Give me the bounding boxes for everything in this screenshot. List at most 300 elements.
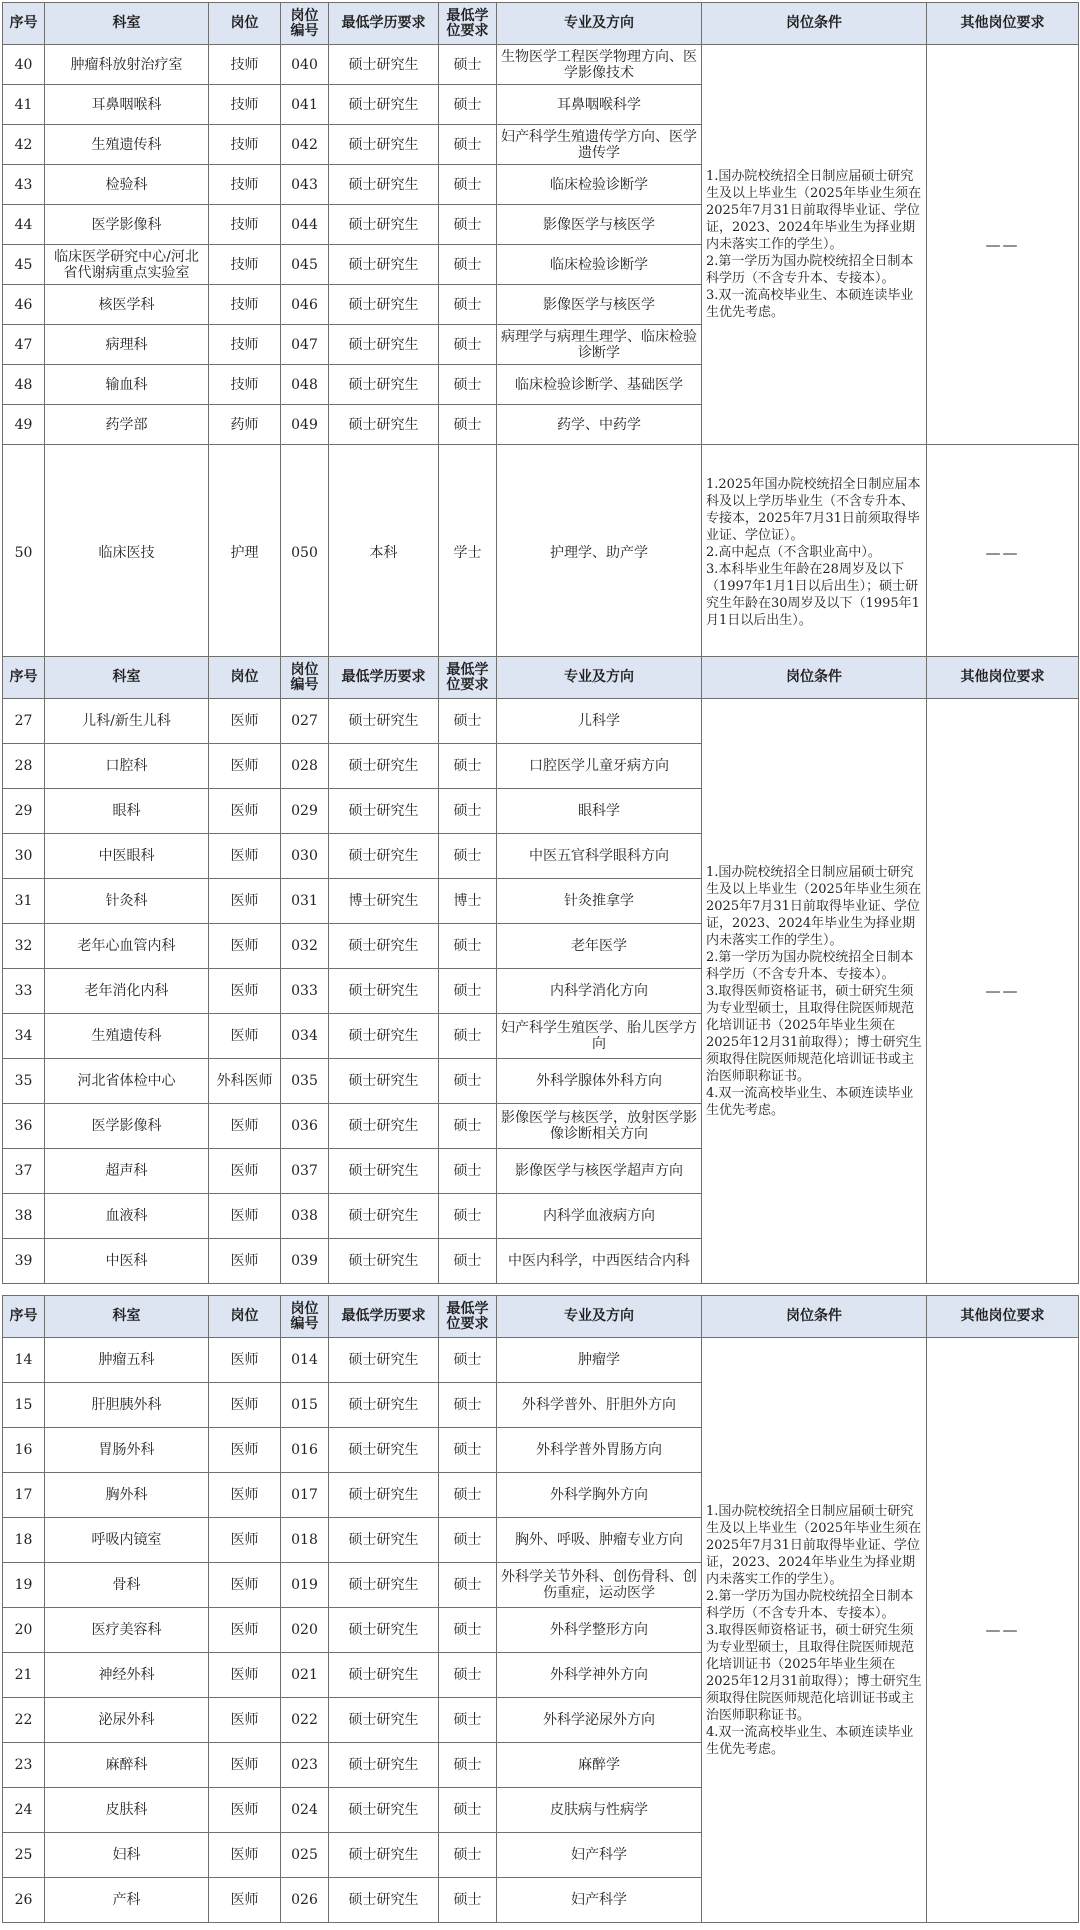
header-other: 其他岗位要求 — [927, 1296, 1079, 1338]
table-row — [3, 1338, 1079, 1383]
cell-edu: 硕士研究生 — [329, 834, 439, 879]
header-code: 岗位 编号 — [281, 3, 329, 45]
table-header-row — [3, 3, 1079, 45]
cell-edu: 硕士研究生 — [329, 1653, 439, 1698]
cell-edu: 硕士研究生 — [329, 245, 439, 285]
cell-degree: 硕士 — [439, 1383, 497, 1428]
cell-post: 医师 — [209, 969, 281, 1014]
cell-seq: 40 — [3, 45, 45, 85]
cell-other: —— — [927, 699, 1079, 1284]
cell-seq: 23 — [3, 1743, 45, 1788]
cell-post: 药师 — [209, 405, 281, 445]
cell-dept: 病理科 — [45, 325, 209, 365]
cell-edu: 硕士研究生 — [329, 1014, 439, 1059]
cell-dept: 呼吸内镜室 — [45, 1518, 209, 1563]
cell-major: 影像医学与核医学 — [497, 205, 702, 245]
header-seq: 序号 — [3, 3, 45, 45]
cell-post: 医师 — [209, 1014, 281, 1059]
cell-post: 医师 — [209, 1194, 281, 1239]
cell-other: —— — [927, 445, 1079, 661]
cell-dept: 检验科 — [45, 165, 209, 205]
cell-seq: 29 — [3, 789, 45, 834]
cell-degree: 硕士 — [439, 125, 497, 165]
header-edu: 最低学历要求 — [329, 657, 439, 699]
cell-code: 028 — [281, 744, 329, 789]
cell-code: 042 — [281, 125, 329, 165]
cell-seq: 46 — [3, 285, 45, 325]
cell-major: 妇产科学 — [497, 1833, 702, 1878]
cell-post: 医师 — [209, 699, 281, 744]
cell-edu: 硕士研究生 — [329, 1743, 439, 1788]
cell-major: 临床检验诊断学 — [497, 245, 702, 285]
cell-degree: 博士 — [439, 879, 497, 924]
header-dept: 科室 — [45, 1296, 209, 1338]
header-dept: 科室 — [45, 3, 209, 45]
cell-condition: 1.2025年国办院校统招全日制应届本科及以上学历毕业生（不含专升本、专接本，2025年7月31日前须取得毕业证、学位证）。 2.高中起点（不含职业高中）。 3.本科毕业生年龄在28周岁及以下（1997年1月1日以后出生）；硕士研究生年龄在30周岁及以下（1995年1月1日以后出生）。 — [702, 445, 927, 661]
cell-degree: 硕士 — [439, 45, 497, 85]
cell-seq: 43 — [3, 165, 45, 205]
cell-major: 外科学神外方向 — [497, 1653, 702, 1698]
cell-dept: 肿瘤科放射治疗室 — [45, 45, 209, 85]
cell-dept: 胃肠外科 — [45, 1428, 209, 1473]
cell-major: 生物医学工程医学物理方向、医学影像技术 — [497, 45, 702, 85]
cell-seq: 33 — [3, 969, 45, 1014]
cell-post: 医师 — [209, 1833, 281, 1878]
cell-degree: 硕士 — [439, 1518, 497, 1563]
cell-edu: 硕士研究生 — [329, 1239, 439, 1284]
cell-code: 039 — [281, 1239, 329, 1284]
cell-degree: 硕士 — [439, 744, 497, 789]
cell-edu: 硕士研究生 — [329, 1473, 439, 1518]
cell-degree: 硕士 — [439, 1473, 497, 1518]
cell-post: 医师 — [209, 1518, 281, 1563]
cell-degree: 硕士 — [439, 285, 497, 325]
cell-seq: 42 — [3, 125, 45, 165]
cell-degree: 硕士 — [439, 1608, 497, 1653]
cell-degree: 硕士 — [439, 205, 497, 245]
cell-post: 医师 — [209, 1563, 281, 1608]
cell-degree: 硕士 — [439, 1833, 497, 1878]
cell-seq: 47 — [3, 325, 45, 365]
cell-degree: 硕士 — [439, 165, 497, 205]
cell-code: 034 — [281, 1014, 329, 1059]
cell-edu: 硕士研究生 — [329, 1383, 439, 1428]
cell-degree: 硕士 — [439, 85, 497, 125]
cell-degree: 硕士 — [439, 1698, 497, 1743]
cell-code: 048 — [281, 365, 329, 405]
cell-seq: 32 — [3, 924, 45, 969]
cell-code: 017 — [281, 1473, 329, 1518]
cell-seq: 48 — [3, 365, 45, 405]
cell-major: 胸外、呼吸、肿瘤专业方向 — [497, 1518, 702, 1563]
table-row — [3, 45, 1079, 85]
header-edu: 最低学历要求 — [329, 1296, 439, 1338]
cell-post: 医师 — [209, 1653, 281, 1698]
cell-code: 026 — [281, 1878, 329, 1923]
cell-code: 035 — [281, 1059, 329, 1104]
cell-post: 技师 — [209, 245, 281, 285]
cell-seq: 14 — [3, 1338, 45, 1383]
cell-edu: 硕士研究生 — [329, 365, 439, 405]
cell-major: 临床检验诊断学、基础医学 — [497, 365, 702, 405]
cell-major: 护理学、助产学 — [497, 445, 702, 661]
cell-dept: 医疗美容科 — [45, 1608, 209, 1653]
cell-edu: 硕士研究生 — [329, 1338, 439, 1383]
cell-dept: 肿瘤五科 — [45, 1338, 209, 1383]
cell-degree: 硕士 — [439, 1428, 497, 1473]
cell-degree: 硕士 — [439, 365, 497, 405]
cell-post: 护理 — [209, 445, 281, 661]
cell-dept: 医学影像科 — [45, 1104, 209, 1149]
cell-major: 外科学胸外方向 — [497, 1473, 702, 1518]
cell-edu: 硕士研究生 — [329, 1788, 439, 1833]
cell-major: 外科学泌尿外方向 — [497, 1698, 702, 1743]
cell-edu: 硕士研究生 — [329, 85, 439, 125]
header-post: 岗位 — [209, 657, 281, 699]
cell-major: 药学、中药学 — [497, 405, 702, 445]
cell-edu: 硕士研究生 — [329, 744, 439, 789]
cell-post: 医师 — [209, 1608, 281, 1653]
cell-dept: 临床医技 — [45, 445, 209, 661]
cell-post: 医师 — [209, 834, 281, 879]
cell-major: 影像医学与核医学超声方向 — [497, 1149, 702, 1194]
cell-major: 口腔医学儿童牙病方向 — [497, 744, 702, 789]
cell-condition: 1.国办院校统招全日制应届硕士研究生及以上毕业生（2025年毕业生须在2025年7月31日前取得毕业证、学位证，2023、2024年毕业生为择业期内未落实工作的学生）。 2.第一学历为国办院校统招全日制本科学历（不含专升本、专接本）。 3.取得医师资格证书，硕士研究生须为专业型硕士，且取得住院医师规范化培训证书（2025年毕业生须在2025年12月31前取得）；博士研究生须取得住院医师规范化培训证书或主治医师职称证书。 4.双一流高校毕业生、本硕连读毕业生优先考虑。 — [702, 699, 927, 1284]
cell-seq: 21 — [3, 1653, 45, 1698]
cell-degree: 硕士 — [439, 1563, 497, 1608]
cell-code: 037 — [281, 1149, 329, 1194]
header-major: 专业及方向 — [497, 3, 702, 45]
cell-dept: 骨科 — [45, 1563, 209, 1608]
cell-edu: 硕士研究生 — [329, 1104, 439, 1149]
cell-edu: 硕士研究生 — [329, 205, 439, 245]
header-other: 其他岗位要求 — [927, 3, 1079, 45]
cell-seq: 15 — [3, 1383, 45, 1428]
cell-dept: 妇科 — [45, 1833, 209, 1878]
cell-major: 影像医学与核医学，放射医学影像诊断相关方向 — [497, 1104, 702, 1149]
cell-code: 022 — [281, 1698, 329, 1743]
cell-code: 046 — [281, 285, 329, 325]
cell-major: 外科学关节外科、创伤骨科、创伤重症，运动医学 — [497, 1563, 702, 1608]
cell-seq: 22 — [3, 1698, 45, 1743]
cell-dept: 中医科 — [45, 1239, 209, 1284]
cell-code: 016 — [281, 1428, 329, 1473]
cell-degree: 硕士 — [439, 1743, 497, 1788]
cell-post: 医师 — [209, 924, 281, 969]
table-row — [3, 699, 1079, 744]
cell-seq: 25 — [3, 1833, 45, 1878]
cell-edu: 硕士研究生 — [329, 789, 439, 834]
cell-seq: 37 — [3, 1149, 45, 1194]
header-degree: 最低学 位要求 — [439, 1296, 497, 1338]
cell-code: 033 — [281, 969, 329, 1014]
cell-code: 041 — [281, 85, 329, 125]
header-seq: 序号 — [3, 1296, 45, 1338]
cell-degree: 硕士 — [439, 245, 497, 285]
cell-dept: 生殖遗传科 — [45, 125, 209, 165]
cell-edu: 硕士研究生 — [329, 1149, 439, 1194]
cell-degree: 硕士 — [439, 1104, 497, 1149]
cell-edu: 硕士研究生 — [329, 325, 439, 365]
cell-seq: 30 — [3, 834, 45, 879]
cell-post: 技师 — [209, 365, 281, 405]
cell-major: 病理学与病理生理学、临床检验诊断学 — [497, 325, 702, 365]
cell-major: 中医内科学，中西医结合内科 — [497, 1239, 702, 1284]
cell-seq: 28 — [3, 744, 45, 789]
cell-condition: 1.国办院校统招全日制应届硕士研究生及以上毕业生（2025年毕业生须在2025年7月31日前取得毕业证、学位证，2023、2024年毕业生为择业期内未落实工作的学生）。 2.第一学历为国办院校统招全日制本科学历（不含专升本、专接本）。 3.取得医师资格证书，硕士研究生须为专业型硕士，且取得住院医师规范化培训证书（2025年毕业生须在2025年12月31前取得）；博士研究生须取得住院医师规范化培训证书或主治医师职称证书。 4.双一流高校毕业生、本硕连读毕业生优先考虑。 — [702, 1338, 927, 1923]
table-header-row — [3, 1296, 1079, 1338]
cell-edu: 硕士研究生 — [329, 1194, 439, 1239]
cell-post: 医师 — [209, 879, 281, 924]
cell-code: 050 — [281, 445, 329, 661]
header-major: 专业及方向 — [497, 657, 702, 699]
table-header-row — [3, 657, 1079, 699]
cell-degree: 硕士 — [439, 789, 497, 834]
cell-dept: 胸外科 — [45, 1473, 209, 1518]
cell-major: 眼科学 — [497, 789, 702, 834]
cell-degree: 硕士 — [439, 1653, 497, 1698]
cell-major: 外科学普外胃肠方向 — [497, 1428, 702, 1473]
header-cond: 岗位条件 — [702, 3, 927, 45]
cell-code: 014 — [281, 1338, 329, 1383]
cell-code: 047 — [281, 325, 329, 365]
cell-edu: 硕士研究生 — [329, 924, 439, 969]
cell-seq: 18 — [3, 1518, 45, 1563]
cell-code: 044 — [281, 205, 329, 245]
cell-major: 肿瘤学 — [497, 1338, 702, 1383]
cell-degree: 硕士 — [439, 699, 497, 744]
cell-code: 036 — [281, 1104, 329, 1149]
cell-code: 043 — [281, 165, 329, 205]
cell-major: 麻醉学 — [497, 1743, 702, 1788]
cell-code: 021 — [281, 1653, 329, 1698]
recruitment-table-2 — [2, 656, 1079, 1284]
cell-major: 老年医学 — [497, 924, 702, 969]
header-seq: 序号 — [3, 657, 45, 699]
cell-post: 医师 — [209, 1698, 281, 1743]
cell-edu: 硕士研究生 — [329, 1563, 439, 1608]
cell-major: 耳鼻咽喉科学 — [497, 85, 702, 125]
cell-post: 技师 — [209, 285, 281, 325]
cell-dept: 儿科/新生儿科 — [45, 699, 209, 744]
cell-edu: 硕士研究生 — [329, 1698, 439, 1743]
cell-seq: 27 — [3, 699, 45, 744]
cell-edu: 硕士研究生 — [329, 1518, 439, 1563]
header-degree: 最低学 位要求 — [439, 657, 497, 699]
cell-post: 技师 — [209, 125, 281, 165]
cell-post: 技师 — [209, 85, 281, 125]
cell-post: 医师 — [209, 744, 281, 789]
recruitment-table-3 — [2, 1295, 1079, 1923]
cell-edu: 硕士研究生 — [329, 1059, 439, 1104]
cell-seq: 36 — [3, 1104, 45, 1149]
cell-seq: 39 — [3, 1239, 45, 1284]
cell-degree: 硕士 — [439, 405, 497, 445]
cell-post: 医师 — [209, 1239, 281, 1284]
recruitment-table-1 — [2, 2, 1079, 661]
cell-post: 技师 — [209, 45, 281, 85]
cell-dept: 麻醉科 — [45, 1743, 209, 1788]
cell-code: 024 — [281, 1788, 329, 1833]
cell-edu: 硕士研究生 — [329, 1833, 439, 1878]
cell-post: 医师 — [209, 1383, 281, 1428]
cell-edu: 本科 — [329, 445, 439, 661]
header-dept: 科室 — [45, 657, 209, 699]
cell-post: 技师 — [209, 165, 281, 205]
cell-edu: 硕士研究生 — [329, 285, 439, 325]
cell-code: 018 — [281, 1518, 329, 1563]
cell-code: 031 — [281, 879, 329, 924]
cell-edu: 硕士研究生 — [329, 699, 439, 744]
cell-edu: 硕士研究生 — [329, 1428, 439, 1473]
header-post: 岗位 — [209, 1296, 281, 1338]
header-cond: 岗位条件 — [702, 1296, 927, 1338]
cell-code: 030 — [281, 834, 329, 879]
cell-major: 外科学腺体外科方向 — [497, 1059, 702, 1104]
cell-seq: 50 — [3, 445, 45, 661]
cell-dept: 药学部 — [45, 405, 209, 445]
header-major: 专业及方向 — [497, 1296, 702, 1338]
cell-code: 032 — [281, 924, 329, 969]
cell-major: 内科学血液病方向 — [497, 1194, 702, 1239]
cell-degree: 硕士 — [439, 1194, 497, 1239]
cell-dept: 中医眼科 — [45, 834, 209, 879]
header-degree: 最低学 位要求 — [439, 3, 497, 45]
cell-post: 医师 — [209, 1743, 281, 1788]
cell-post: 技师 — [209, 325, 281, 365]
cell-dept: 神经外科 — [45, 1653, 209, 1698]
cell-seq: 16 — [3, 1428, 45, 1473]
cell-major: 影像医学与核医学 — [497, 285, 702, 325]
cell-seq: 38 — [3, 1194, 45, 1239]
cell-condition: 1.国办院校统招全日制应届硕士研究生及以上毕业生（2025年毕业生须在2025年7月31日前取得毕业证、学位证，2023、2024年毕业生为择业期内未落实工作的学生）。 2.第一学历为国办院校统招全日制本科学历（不含专升本、专接本）。 3.双一流高校毕业生、本硕连读毕业生优先考虑。 — [702, 45, 927, 445]
cell-post: 医师 — [209, 1788, 281, 1833]
cell-dept: 口腔科 — [45, 744, 209, 789]
cell-degree: 硕士 — [439, 325, 497, 365]
cell-seq: 49 — [3, 405, 45, 445]
cell-post: 医师 — [209, 1428, 281, 1473]
cell-post: 医师 — [209, 1149, 281, 1194]
cell-major: 外科学整形方向 — [497, 1608, 702, 1653]
cell-dept: 耳鼻咽喉科 — [45, 85, 209, 125]
cell-seq: 35 — [3, 1059, 45, 1104]
header-cond: 岗位条件 — [702, 657, 927, 699]
cell-post: 医师 — [209, 789, 281, 834]
cell-edu: 硕士研究生 — [329, 1878, 439, 1923]
cell-dept: 肝胆胰外科 — [45, 1383, 209, 1428]
cell-other: —— — [927, 1338, 1079, 1923]
cell-code: 023 — [281, 1743, 329, 1788]
cell-dept: 血液科 — [45, 1194, 209, 1239]
cell-major: 临床检验诊断学 — [497, 165, 702, 205]
cell-other: —— — [927, 45, 1079, 445]
cell-degree: 硕士 — [439, 1878, 497, 1923]
cell-dept: 产科 — [45, 1878, 209, 1923]
cell-code: 015 — [281, 1383, 329, 1428]
cell-degree: 硕士 — [439, 969, 497, 1014]
cell-seq: 44 — [3, 205, 45, 245]
cell-major: 儿科学 — [497, 699, 702, 744]
cell-post: 技师 — [209, 205, 281, 245]
cell-seq: 34 — [3, 1014, 45, 1059]
cell-code: 020 — [281, 1608, 329, 1653]
cell-post: 医师 — [209, 1104, 281, 1149]
cell-major: 中医五官科学眼科方向 — [497, 834, 702, 879]
cell-dept: 生殖遗传科 — [45, 1014, 209, 1059]
cell-dept: 输血科 — [45, 365, 209, 405]
cell-degree: 硕士 — [439, 924, 497, 969]
cell-code: 019 — [281, 1563, 329, 1608]
cell-degree: 硕士 — [439, 1149, 497, 1194]
cell-dept: 河北省体检中心 — [45, 1059, 209, 1104]
cell-code: 049 — [281, 405, 329, 445]
header-edu: 最低学历要求 — [329, 3, 439, 45]
cell-degree: 硕士 — [439, 1014, 497, 1059]
cell-dept: 老年心血管内科 — [45, 924, 209, 969]
cell-major: 皮肤病与性病学 — [497, 1788, 702, 1833]
cell-major: 妇产科学生殖医学、胎儿医学方向 — [497, 1014, 702, 1059]
cell-seq: 26 — [3, 1878, 45, 1923]
cell-degree: 硕士 — [439, 1059, 497, 1104]
cell-edu: 硕士研究生 — [329, 969, 439, 1014]
header-post: 岗位 — [209, 3, 281, 45]
cell-degree: 学士 — [439, 445, 497, 661]
cell-dept: 医学影像科 — [45, 205, 209, 245]
cell-major: 内科学消化方向 — [497, 969, 702, 1014]
cell-dept: 皮肤科 — [45, 1788, 209, 1833]
cell-dept: 临床医学研究中心/河北省代谢病重点实验室 — [45, 245, 209, 285]
cell-post: 医师 — [209, 1338, 281, 1383]
cell-seq: 19 — [3, 1563, 45, 1608]
cell-seq: 45 — [3, 245, 45, 285]
cell-seq: 31 — [3, 879, 45, 924]
table-row — [3, 445, 1079, 661]
cell-code: 025 — [281, 1833, 329, 1878]
cell-dept: 眼科 — [45, 789, 209, 834]
cell-major: 针灸推拿学 — [497, 879, 702, 924]
cell-code: 040 — [281, 45, 329, 85]
cell-degree: 硕士 — [439, 1239, 497, 1284]
cell-edu: 硕士研究生 — [329, 165, 439, 205]
header-code: 岗位 编号 — [281, 1296, 329, 1338]
cell-edu: 硕士研究生 — [329, 1608, 439, 1653]
cell-code: 029 — [281, 789, 329, 834]
cell-code: 027 — [281, 699, 329, 744]
cell-dept: 泌尿外科 — [45, 1698, 209, 1743]
cell-seq: 20 — [3, 1608, 45, 1653]
cell-dept: 老年消化内科 — [45, 969, 209, 1014]
cell-degree: 硕士 — [439, 1788, 497, 1833]
cell-edu: 博士研究生 — [329, 879, 439, 924]
cell-major: 妇产科学生殖遗传学方向、医学遗传学 — [497, 125, 702, 165]
cell-edu: 硕士研究生 — [329, 405, 439, 445]
cell-edu: 硕士研究生 — [329, 45, 439, 85]
cell-degree: 硕士 — [439, 1338, 497, 1383]
header-code: 岗位 编号 — [281, 657, 329, 699]
cell-edu: 硕士研究生 — [329, 125, 439, 165]
cell-dept: 核医学科 — [45, 285, 209, 325]
cell-post: 医师 — [209, 1878, 281, 1923]
cell-post: 外科医师 — [209, 1059, 281, 1104]
cell-major: 妇产科学 — [497, 1878, 702, 1923]
cell-seq: 17 — [3, 1473, 45, 1518]
cell-post: 医师 — [209, 1473, 281, 1518]
cell-dept: 超声科 — [45, 1149, 209, 1194]
cell-major: 外科学普外、肝胆外方向 — [497, 1383, 702, 1428]
cell-code: 038 — [281, 1194, 329, 1239]
cell-degree: 硕士 — [439, 834, 497, 879]
cell-dept: 针灸科 — [45, 879, 209, 924]
